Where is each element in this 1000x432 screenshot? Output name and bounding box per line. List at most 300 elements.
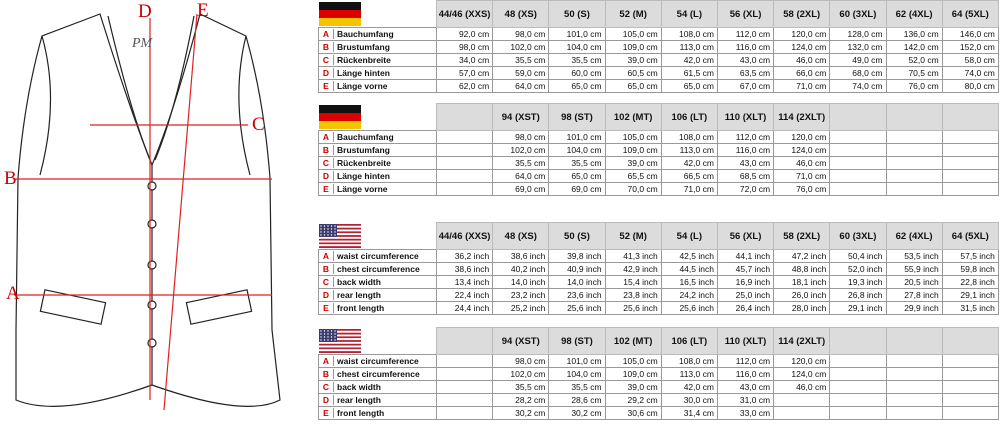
measure-label [319, 302, 437, 315]
measure-value: 14,0 inch [493, 276, 549, 289]
measure-value: 33,0 cm [717, 407, 773, 420]
measure-name: Brustumfang [337, 145, 390, 155]
measure-value [774, 407, 830, 420]
measure-value: 57,5 inch [942, 250, 998, 263]
size-header: 60 (3XL) [830, 223, 886, 250]
measure-value: 65,0 cm [549, 80, 605, 93]
measure-value: 146,0 cm [942, 28, 998, 41]
measure-value: 116,0 cm [717, 41, 773, 54]
measure-value [942, 407, 998, 420]
measure-value: 109,0 cm [605, 144, 661, 157]
size-tables [318, 0, 1000, 427]
usa-flag-icon [319, 329, 361, 353]
measure-value: 113,0 cm [661, 144, 717, 157]
table-row [319, 80, 999, 93]
measure-letter: A [319, 356, 334, 366]
measure-value: 16,9 inch [717, 276, 773, 289]
measure-value: 105,0 cm [605, 355, 661, 368]
measure-value: 50,4 inch [830, 250, 886, 263]
measure-value: 102,0 cm [493, 144, 549, 157]
measure-value: 152,0 cm [942, 41, 998, 54]
measure-value: 26,8 inch [830, 289, 886, 302]
measure-value: 112,0 cm [717, 131, 773, 144]
measure-value [830, 170, 886, 183]
measure-value: 31,5 inch [942, 302, 998, 315]
measure-value: 13,4 inch [437, 276, 493, 289]
measure-value: 74,0 cm [942, 67, 998, 80]
vest-logo: PM [132, 36, 153, 51]
size-header: 50 (S) [549, 1, 605, 28]
measure-value: 98,0 cm [493, 28, 549, 41]
measure-label [319, 355, 437, 368]
measure-label [319, 368, 437, 381]
measure-value [437, 144, 493, 157]
size-header: 48 (XS) [493, 223, 549, 250]
measure-value [942, 131, 998, 144]
measure-name: waist circumference [337, 356, 419, 366]
measure-value: 49,0 cm [830, 54, 886, 67]
table-row [319, 394, 999, 407]
measure-label [319, 41, 437, 54]
measure-value: 22,8 inch [942, 276, 998, 289]
measure-value: 35,5 cm [493, 54, 549, 67]
measure-value [942, 368, 998, 381]
flag-cell [319, 104, 437, 131]
measure-letter: C [319, 382, 334, 392]
size-header [437, 328, 493, 355]
measure-value: 39,0 cm [605, 54, 661, 67]
measure-value: 23,8 inch [605, 289, 661, 302]
table-row [319, 289, 999, 302]
size-header: 54 (L) [661, 1, 717, 28]
measure-value: 53,5 inch [886, 250, 942, 263]
size-header: 62 (4XL) [886, 1, 942, 28]
measure-value: 55,9 inch [886, 263, 942, 276]
size-header: 106 (LT) [661, 104, 717, 131]
measure-label [319, 144, 437, 157]
measure-value: 68,5 cm [717, 170, 773, 183]
measure-label [319, 250, 437, 263]
measure-letter: B [319, 42, 334, 52]
measure-name: Rückenbreite [337, 55, 391, 65]
measure-value [830, 368, 886, 381]
measure-value: 71,0 cm [774, 80, 830, 93]
measure-value: 101,0 cm [549, 28, 605, 41]
measure-value: 52,0 inch [830, 263, 886, 276]
measure-letter: C [319, 55, 334, 65]
measure-value: 101,0 cm [549, 131, 605, 144]
measure-name: Länge hinten [337, 68, 390, 78]
measure-name: back width [337, 277, 381, 287]
measure-value: 76,0 cm [774, 183, 830, 196]
vest-drawing [0, 0, 318, 427]
measure-name: Bauchumfang [337, 29, 394, 39]
measure-name: Brustumfang [337, 42, 390, 52]
measure-name: rear length [337, 395, 381, 405]
size-table-3 [318, 222, 999, 315]
measure-value: 16,5 inch [661, 276, 717, 289]
measure-value: 26,0 inch [774, 289, 830, 302]
table-row [319, 263, 999, 276]
measure-value: 25,6 inch [661, 302, 717, 315]
size-header: 56 (XL) [717, 1, 773, 28]
measure-value [437, 183, 493, 196]
measure-value [942, 144, 998, 157]
measure-value: 105,0 cm [605, 28, 661, 41]
measure-value: 48,8 inch [774, 263, 830, 276]
measure-value: 74,0 cm [830, 80, 886, 93]
measure-letter: C [319, 158, 334, 168]
label-a: A [6, 283, 20, 304]
measure-value: 76,0 cm [886, 80, 942, 93]
measure-value: 72,0 cm [717, 183, 773, 196]
measure-value: 102,0 cm [493, 41, 549, 54]
table-row [319, 368, 999, 381]
size-header: 98 (ST) [549, 328, 605, 355]
measure-value: 67,0 cm [717, 80, 773, 93]
measure-value: 14,0 inch [549, 276, 605, 289]
measure-value: 28,6 cm [549, 394, 605, 407]
measure-value: 112,0 cm [717, 28, 773, 41]
measure-value: 113,0 cm [661, 368, 717, 381]
measure-label [319, 170, 437, 183]
measure-value: 128,0 cm [830, 28, 886, 41]
measure-label [319, 183, 437, 196]
measure-value: 108,0 cm [661, 28, 717, 41]
measure-letter: B [319, 264, 334, 274]
germany-flag-icon [319, 2, 361, 26]
measure-label [319, 54, 437, 67]
size-header: 64 (5XL) [942, 223, 998, 250]
measure-name: Länge vorne [337, 184, 388, 194]
armhole-left [40, 36, 51, 175]
measure-value [437, 407, 493, 420]
measure-letter: E [319, 303, 334, 313]
measure-letter: A [319, 29, 334, 39]
measure-value [437, 170, 493, 183]
measure-value: 43,0 cm [717, 54, 773, 67]
button-1 [148, 182, 156, 190]
measure-value: 23,6 inch [549, 289, 605, 302]
measure-value: 44,1 inch [717, 250, 773, 263]
usa-flag-icon [319, 224, 361, 248]
measure-value: 61,5 cm [661, 67, 717, 80]
measure-value: 70,0 cm [605, 183, 661, 196]
measure-label [319, 276, 437, 289]
measure-value: 30,2 cm [493, 407, 549, 420]
measure-value [886, 368, 942, 381]
table-row [319, 355, 999, 368]
size-header: 58 (2XL) [774, 223, 830, 250]
size-header [886, 104, 942, 131]
measure-value: 31,4 cm [661, 407, 717, 420]
measure-name: chest circumference [337, 369, 420, 379]
measure-label [319, 157, 437, 170]
measure-value [830, 381, 886, 394]
size-header: 64 (5XL) [942, 1, 998, 28]
measure-value [830, 131, 886, 144]
measure-value: 112,0 cm [717, 355, 773, 368]
measure-value [437, 368, 493, 381]
measure-letter: D [319, 68, 334, 78]
measure-value: 66,0 cm [774, 67, 830, 80]
size-table-2 [318, 103, 999, 196]
measure-value: 29,1 inch [830, 302, 886, 315]
measure-value [886, 355, 942, 368]
measure-value: 24,4 inch [437, 302, 493, 315]
measure-value: 65,0 cm [549, 170, 605, 183]
measure-letter: D [319, 395, 334, 405]
measure-value: 45,7 inch [717, 263, 773, 276]
table-row [319, 407, 999, 420]
button-2 [148, 220, 156, 228]
measure-value [942, 170, 998, 183]
size-header: 54 (L) [661, 223, 717, 250]
table-row [319, 54, 999, 67]
measure-value: 52,0 cm [886, 54, 942, 67]
size-header [830, 104, 886, 131]
label-c: C [252, 114, 265, 135]
table-row [319, 28, 999, 41]
measure-value: 69,0 cm [493, 183, 549, 196]
measure-value: 46,0 cm [774, 157, 830, 170]
measure-value: 109,0 cm [605, 41, 661, 54]
measure-value: 120,0 cm [774, 355, 830, 368]
table-row [319, 157, 999, 170]
measure-value: 39,8 inch [549, 250, 605, 263]
measure-value: 102,0 cm [493, 368, 549, 381]
measure-value: 132,0 cm [830, 41, 886, 54]
measure-letter: E [319, 184, 334, 194]
measure-value [437, 381, 493, 394]
measure-value [886, 157, 942, 170]
measure-value [942, 183, 998, 196]
measure-name: chest circumference [337, 264, 420, 274]
measure-value [886, 183, 942, 196]
measure-value: 63,5 cm [717, 67, 773, 80]
measure-value: 35,5 cm [549, 54, 605, 67]
germany-flag-icon [319, 105, 361, 129]
measure-value [437, 131, 493, 144]
size-header [830, 328, 886, 355]
measure-letter: E [319, 81, 334, 91]
size-header: 110 (XLT) [717, 104, 773, 131]
size-header [942, 328, 998, 355]
measure-value: 44,5 inch [661, 263, 717, 276]
measure-value: 35,5 cm [549, 381, 605, 394]
measure-name: back width [337, 382, 381, 392]
table-row [319, 250, 999, 263]
measure-value: 92,0 cm [437, 28, 493, 41]
measure-value [830, 144, 886, 157]
measure-value: 98,0 cm [493, 131, 549, 144]
size-header [886, 328, 942, 355]
measure-value: 41,3 inch [605, 250, 661, 263]
size-table-1 [318, 0, 999, 93]
measure-label [319, 131, 437, 144]
header-row [319, 223, 999, 250]
measure-label [319, 263, 437, 276]
table-row [319, 170, 999, 183]
measure-value: 39,0 cm [605, 157, 661, 170]
measure-value: 22,4 inch [437, 289, 493, 302]
measure-value [830, 157, 886, 170]
size-header: 48 (XS) [493, 1, 549, 28]
measure-letter: D [319, 290, 334, 300]
measure-value: 98,0 cm [437, 41, 493, 54]
size-header: 44/46 (XXS) [437, 223, 493, 250]
measure-value: 64,0 cm [493, 170, 549, 183]
size-header: 52 (M) [605, 1, 661, 28]
measure-value: 104,0 cm [549, 41, 605, 54]
measure-value: 18,1 inch [774, 276, 830, 289]
measure-value: 59,0 cm [493, 67, 549, 80]
measure-value: 29,1 inch [942, 289, 998, 302]
measure-label [319, 80, 437, 93]
measure-name: rear length [337, 290, 381, 300]
measure-value: 71,0 cm [774, 170, 830, 183]
measure-name: Länge hinten [337, 171, 390, 181]
measure-value: 24,2 inch [661, 289, 717, 302]
measure-value: 34,0 cm [437, 54, 493, 67]
measure-value: 39,0 cm [605, 381, 661, 394]
measure-value [886, 144, 942, 157]
measure-value [942, 355, 998, 368]
size-header [942, 104, 998, 131]
measure-value [437, 394, 493, 407]
size-header: 56 (XL) [717, 223, 773, 250]
size-header: 98 (ST) [549, 104, 605, 131]
label-e: E [197, 0, 209, 21]
flag-cell [319, 328, 437, 355]
measure-value: 38,6 inch [437, 263, 493, 276]
measure-value: 35,5 cm [549, 157, 605, 170]
size-header: 62 (4XL) [886, 223, 942, 250]
measure-value [886, 407, 942, 420]
size-header: 52 (M) [605, 223, 661, 250]
measure-value [886, 394, 942, 407]
measure-value: 46,0 cm [774, 54, 830, 67]
measure-value: 58,0 cm [942, 54, 998, 67]
table-row [319, 67, 999, 80]
measure-value: 35,5 cm [493, 381, 549, 394]
measure-value: 98,0 cm [493, 355, 549, 368]
measure-name: Rückenbreite [337, 158, 391, 168]
measure-value [437, 355, 493, 368]
measure-value: 124,0 cm [774, 368, 830, 381]
table-row [319, 144, 999, 157]
size-header: 106 (LT) [661, 328, 717, 355]
measure-value: 142,0 cm [886, 41, 942, 54]
measure-value: 42,0 cm [661, 157, 717, 170]
size-header: 114 (2XLT) [774, 328, 830, 355]
measure-value [942, 157, 998, 170]
measure-value: 101,0 cm [549, 355, 605, 368]
measure-value: 25,6 inch [605, 302, 661, 315]
measure-value [437, 157, 493, 170]
table-row [319, 183, 999, 196]
measure-value: 113,0 cm [661, 41, 717, 54]
measure-letter: E [319, 408, 334, 418]
label-d: D [138, 1, 152, 22]
measure-value: 29,9 inch [886, 302, 942, 315]
measure-value: 108,0 cm [661, 131, 717, 144]
measure-value: 19,3 inch [830, 276, 886, 289]
measure-value [942, 394, 998, 407]
measure-name: Bauchumfang [337, 132, 394, 142]
flag-cell [319, 223, 437, 250]
collar-line-right [155, 16, 194, 160]
size-table-4 [318, 327, 999, 420]
measure-value: 42,0 cm [661, 381, 717, 394]
measure-value: 57,0 cm [437, 67, 493, 80]
measure-value: 30,0 cm [661, 394, 717, 407]
measure-value: 109,0 cm [605, 368, 661, 381]
measure-value: 46,0 cm [774, 381, 830, 394]
measure-value [830, 394, 886, 407]
measure-value: 42,0 cm [661, 54, 717, 67]
size-header [437, 104, 493, 131]
measure-value: 40,2 inch [493, 263, 549, 276]
measure-value: 64,0 cm [493, 80, 549, 93]
measure-value: 15,4 inch [605, 276, 661, 289]
measure-name: front length [337, 303, 385, 313]
measure-value: 28,2 cm [493, 394, 549, 407]
measure-value [942, 381, 998, 394]
measure-value: 25,6 inch [549, 302, 605, 315]
size-header: 102 (MT) [605, 328, 661, 355]
measure-value: 62,0 cm [437, 80, 493, 93]
measure-letter: A [319, 132, 334, 142]
armhole-right [239, 36, 250, 175]
measure-value: 25,2 inch [493, 302, 549, 315]
measure-value: 42,5 inch [661, 250, 717, 263]
measure-letter: D [319, 171, 334, 181]
button-4 [148, 301, 156, 309]
measure-value: 124,0 cm [774, 41, 830, 54]
measure-label [319, 381, 437, 394]
header-row [319, 328, 999, 355]
measure-value: 25,0 inch [717, 289, 773, 302]
measure-value: 104,0 cm [549, 144, 605, 157]
size-header: 44/46 (XXS) [437, 1, 493, 28]
table-row [319, 276, 999, 289]
header-row [319, 104, 999, 131]
measure-value: 65,5 cm [605, 170, 661, 183]
label-b: B [4, 168, 17, 189]
measure-value: 27,8 inch [886, 289, 942, 302]
measure-value [830, 183, 886, 196]
measure-value: 120,0 cm [774, 28, 830, 41]
vest-diagram [0, 0, 318, 427]
measure-label [319, 289, 437, 302]
measure-value: 40,9 inch [549, 263, 605, 276]
table-row [319, 381, 999, 394]
size-header: 58 (2XL) [774, 1, 830, 28]
measure-value: 38,6 inch [493, 250, 549, 263]
measure-value: 36,2 inch [437, 250, 493, 263]
measure-value: 42,9 inch [605, 263, 661, 276]
measure-value: 70,5 cm [886, 67, 942, 80]
measure-value: 47,2 inch [774, 250, 830, 263]
measure-value: 69,0 cm [549, 183, 605, 196]
measure-value: 43,0 cm [717, 157, 773, 170]
measure-value [886, 381, 942, 394]
header-row [319, 1, 999, 28]
table-row [319, 41, 999, 54]
measure-value: 26,4 inch [717, 302, 773, 315]
size-header: 94 (XST) [493, 328, 549, 355]
